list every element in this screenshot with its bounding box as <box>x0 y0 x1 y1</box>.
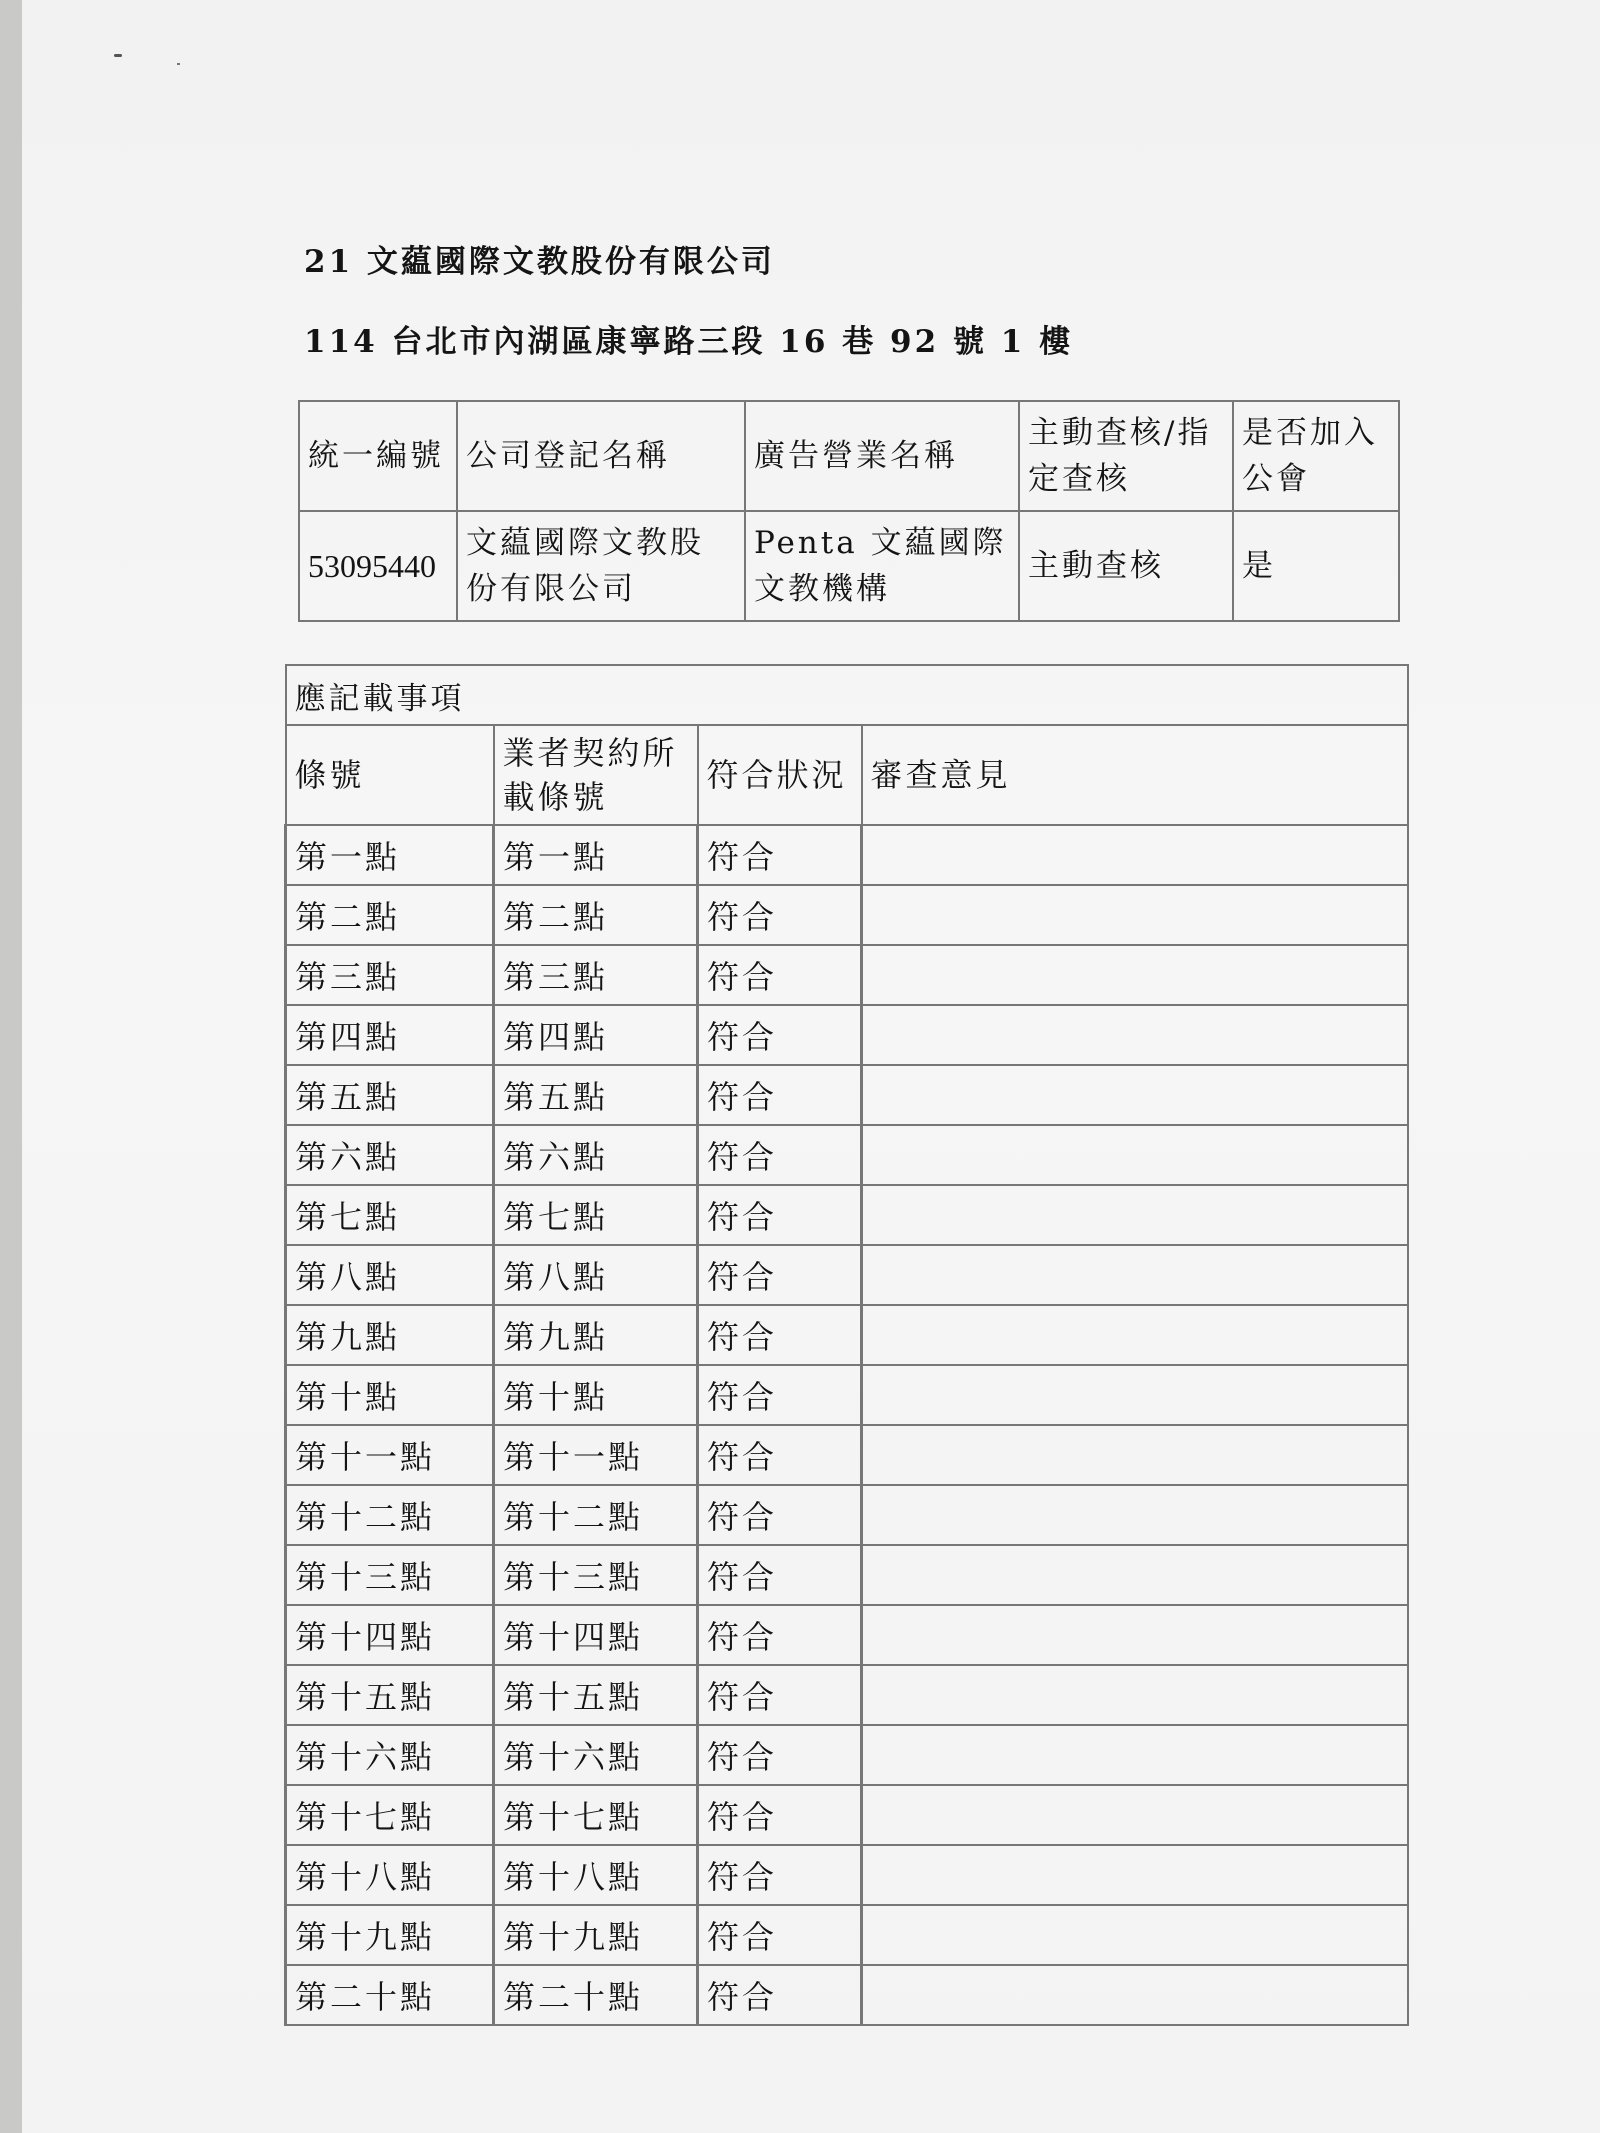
items-header-cell: 業者契約所載條號 <box>494 725 698 825</box>
clause-number-cell: 第九點 <box>286 1305 494 1365</box>
contract-clause-cell: 第十六點 <box>494 1725 698 1785</box>
items-header-row <box>286 725 1408 825</box>
compliance-cell: 符合 <box>698 1545 862 1605</box>
table-row <box>286 1245 1408 1305</box>
review-comment-cell <box>862 1545 1408 1605</box>
contract-clause-cell: 第十八點 <box>494 1845 698 1905</box>
compliance-cell: 符合 <box>698 1425 862 1485</box>
table-row <box>286 1965 1408 2025</box>
items-body <box>286 825 1408 2025</box>
review-comment-cell <box>862 1605 1408 1665</box>
review-comment-cell <box>862 1665 1408 1725</box>
compliance-cell: 符合 <box>698 1605 862 1665</box>
compliance-cell: 符合 <box>698 1965 862 2025</box>
contract-clause-cell: 第四點 <box>494 1005 698 1065</box>
clause-number-cell: 第十七點 <box>286 1785 494 1845</box>
company-address: 114 台北市內湖區康寧路三段 16 巷 92 號 1 樓 <box>304 324 1074 360</box>
contract-clause-cell: 第二十點 <box>494 1965 698 2025</box>
review-comment-cell <box>862 1245 1408 1305</box>
contract-clause-cell: 第六點 <box>494 1125 698 1185</box>
clause-number-cell: 第四點 <box>286 1005 494 1065</box>
compliance-cell: 符合 <box>698 1725 862 1785</box>
contract-clause-cell: 第一點 <box>494 825 698 885</box>
review-comment-cell <box>862 1845 1408 1905</box>
compliance-cell: 符合 <box>698 1185 862 1245</box>
review-comment-cell <box>862 945 1408 1005</box>
table-row <box>286 1005 1408 1065</box>
company-title: 21 文藴國際文教股份有限公司 <box>304 244 775 280</box>
review-comment-cell <box>862 1125 1408 1185</box>
review-comment-cell <box>862 1785 1408 1845</box>
review-comment-cell <box>862 1065 1408 1125</box>
compliance-cell: 符合 <box>698 1305 862 1365</box>
items-header-cell: 符合狀況 <box>698 725 862 825</box>
inspection-type-value: 主動查核 <box>1019 511 1233 621</box>
info-header-row <box>299 401 1399 511</box>
clause-number-cell: 第六點 <box>286 1125 494 1185</box>
review-comment-cell <box>862 1965 1408 2025</box>
review-comment-cell <box>862 1905 1408 1965</box>
review-comment-cell <box>862 1185 1408 1245</box>
clause-number-cell: 第二十點 <box>286 1965 494 2025</box>
table-row <box>286 1725 1408 1785</box>
contract-clause-cell: 第十九點 <box>494 1905 698 1965</box>
table-row <box>286 885 1408 945</box>
review-comment-cell <box>862 1305 1408 1365</box>
contract-clause-cell: 第七點 <box>494 1185 698 1245</box>
registered-name-value: 文藴國際文教股份有限公司 <box>457 511 745 621</box>
clause-number-cell: 第二點 <box>286 885 494 945</box>
review-comment-cell <box>862 1485 1408 1545</box>
compliance-cell: 符合 <box>698 1905 862 1965</box>
document-page <box>22 0 1600 2133</box>
table-row <box>286 1545 1408 1605</box>
contract-clause-cell: 第十二點 <box>494 1485 698 1545</box>
contract-clause-cell: 第十四點 <box>494 1605 698 1665</box>
items-caption-row <box>286 665 1408 725</box>
clause-number-cell: 第十六點 <box>286 1725 494 1785</box>
clause-number-cell: 第七點 <box>286 1185 494 1245</box>
compliance-cell: 符合 <box>698 1005 862 1065</box>
table-row <box>286 1605 1408 1665</box>
contract-clause-cell: 第二點 <box>494 885 698 945</box>
info-header-cell: 是否加入公會 <box>1233 401 1399 511</box>
contract-clause-cell: 第八點 <box>494 1245 698 1305</box>
table-row <box>286 1125 1408 1185</box>
clause-number-cell: 第一點 <box>286 825 494 885</box>
clause-number-cell: 第十三點 <box>286 1545 494 1605</box>
contract-clause-cell: 第十五點 <box>494 1665 698 1725</box>
review-comment-cell <box>862 825 1408 885</box>
contract-clause-cell: 第九點 <box>494 1305 698 1365</box>
company-info-table <box>298 400 1400 622</box>
table-row <box>286 1845 1408 1905</box>
info-header-cell: 廣告營業名稱 <box>745 401 1019 511</box>
info-header-cell: 主動查核/指定查核 <box>1019 401 1233 511</box>
clause-number-cell: 第八點 <box>286 1245 494 1305</box>
info-header-cell: 統一編號 <box>299 401 457 511</box>
items-caption: 應記載事項 <box>286 665 1408 725</box>
clause-number-cell: 第十點 <box>286 1365 494 1425</box>
compliance-cell: 符合 <box>698 1845 862 1905</box>
tax-id-value: 53095440 <box>299 511 457 621</box>
table-row <box>286 1365 1408 1425</box>
compliance-cell: 符合 <box>698 1365 862 1425</box>
union-member-value: 是 <box>1233 511 1399 621</box>
business-name-value: Penta 文藴國際文教機構 <box>745 511 1019 621</box>
review-comment-cell <box>862 1365 1408 1425</box>
table-row <box>286 1905 1408 1965</box>
info-value-row <box>299 511 1399 621</box>
review-comment-cell <box>862 1725 1408 1785</box>
clause-number-cell: 第十九點 <box>286 1905 494 1965</box>
compliance-cell: 符合 <box>698 945 862 1005</box>
review-comment-cell <box>862 1425 1408 1485</box>
compliance-cell: 符合 <box>698 885 862 945</box>
table-row <box>286 1425 1408 1485</box>
paper-speck <box>114 54 122 57</box>
contract-clause-cell: 第十一點 <box>494 1425 698 1485</box>
table-row <box>286 825 1408 885</box>
table-row <box>286 1485 1408 1545</box>
compliance-cell: 符合 <box>698 1125 862 1185</box>
compliance-cell: 符合 <box>698 1245 862 1305</box>
contract-clause-cell: 第十七點 <box>494 1785 698 1845</box>
compliance-cell: 符合 <box>698 1665 862 1725</box>
items-header-cell: 條號 <box>286 725 494 825</box>
clause-number-cell: 第十四點 <box>286 1605 494 1665</box>
contract-clause-cell: 第三點 <box>494 945 698 1005</box>
info-header-cell: 公司登記名稱 <box>457 401 745 511</box>
table-row <box>286 1065 1408 1125</box>
table-row <box>286 1785 1408 1845</box>
clause-number-cell: 第十二點 <box>286 1485 494 1545</box>
table-row <box>286 1665 1408 1725</box>
paper-speck <box>177 63 180 65</box>
table-row <box>286 945 1408 1005</box>
compliance-cell: 符合 <box>698 1785 862 1845</box>
items-header-cell: 審查意見 <box>862 725 1408 825</box>
contract-clause-cell: 第五點 <box>494 1065 698 1125</box>
clause-number-cell: 第十八點 <box>286 1845 494 1905</box>
clause-number-cell: 第十一點 <box>286 1425 494 1485</box>
clause-number-cell: 第三點 <box>286 945 494 1005</box>
clause-number-cell: 第十五點 <box>286 1665 494 1725</box>
clause-number-cell: 第五點 <box>286 1065 494 1125</box>
required-items-table <box>284 664 1409 2026</box>
compliance-cell: 符合 <box>698 1065 862 1125</box>
compliance-cell: 符合 <box>698 825 862 885</box>
review-comment-cell <box>862 885 1408 945</box>
table-row <box>286 1305 1408 1365</box>
contract-clause-cell: 第十三點 <box>494 1545 698 1605</box>
compliance-cell: 符合 <box>698 1485 862 1545</box>
review-comment-cell <box>862 1005 1408 1065</box>
contract-clause-cell: 第十點 <box>494 1365 698 1425</box>
table-row <box>286 1185 1408 1245</box>
